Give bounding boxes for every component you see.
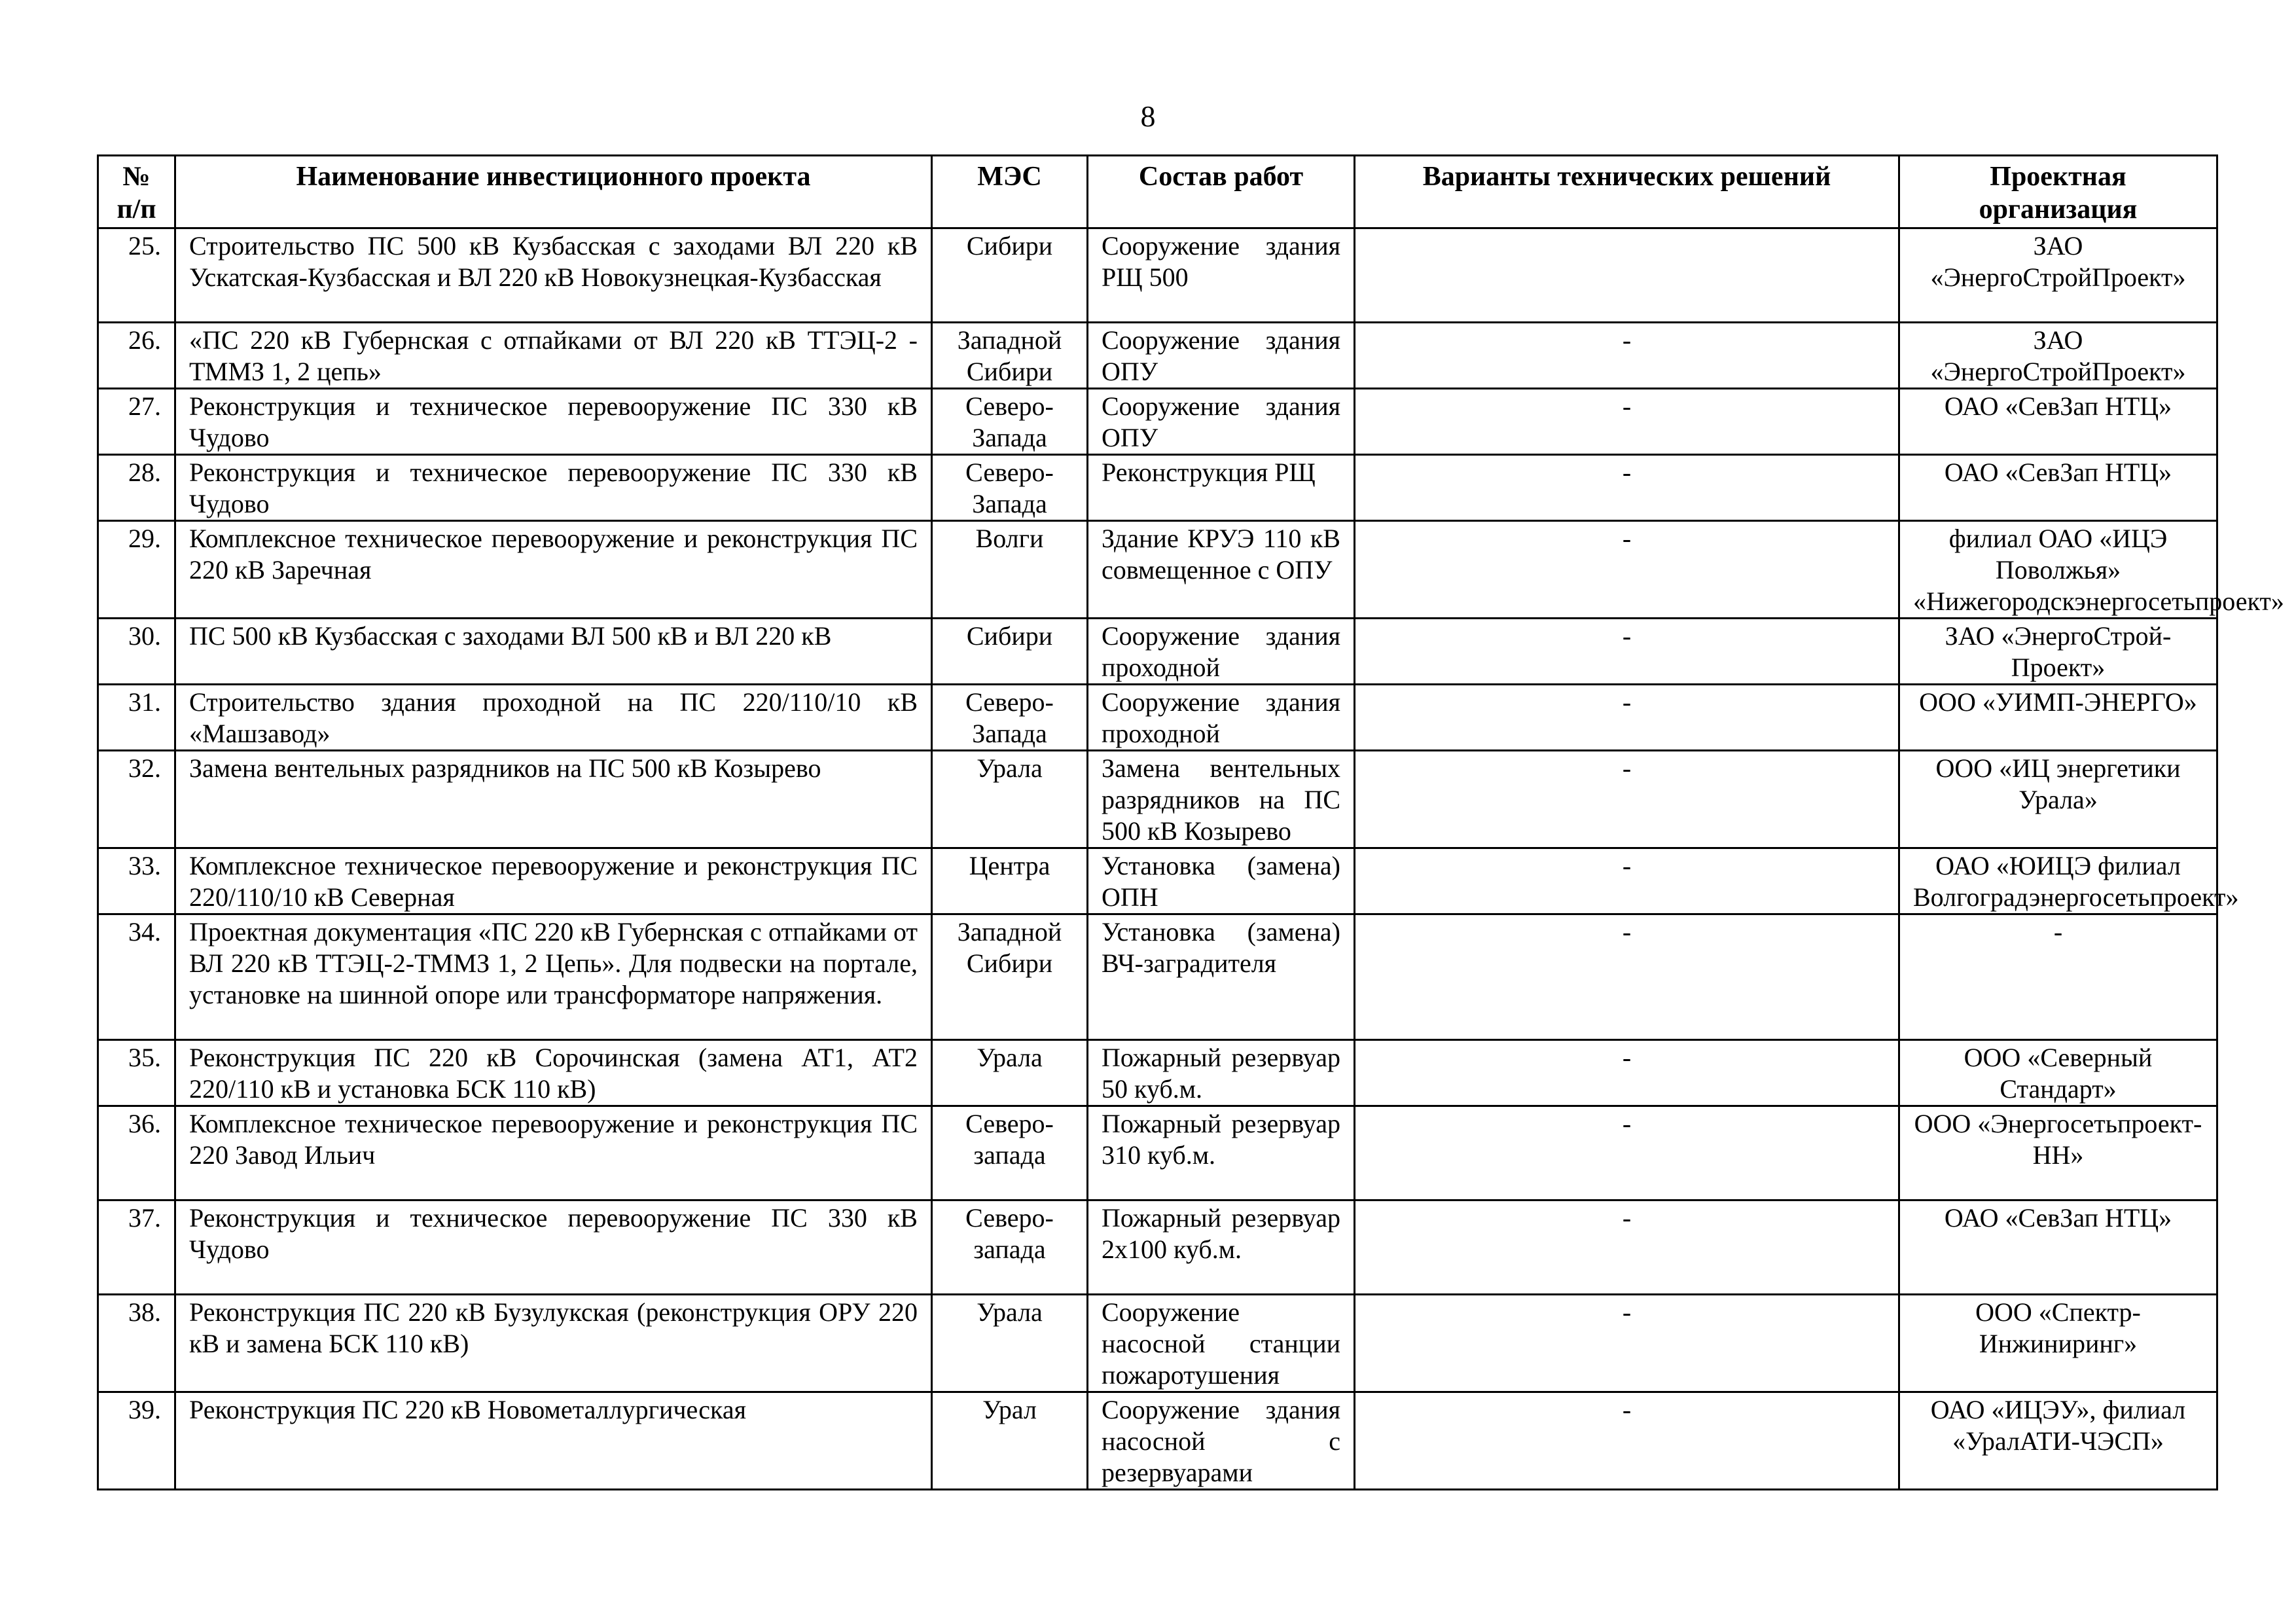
cell-num: 26.: [98, 323, 175, 389]
cell-design-organization: ООО «Спектр-Инжиниринг»: [1899, 1295, 2217, 1392]
cell-mes: Северо-Запада: [932, 389, 1088, 455]
cell-num: 27.: [98, 389, 175, 455]
cell-technical-variants: -: [1355, 323, 1899, 389]
cell-technical-variants: -: [1355, 1295, 1899, 1392]
cell-mes: Северо-Запада: [932, 685, 1088, 751]
cell-design-organization: ООО «УИМП-ЭНЕРГО»: [1899, 685, 2217, 751]
cell-design-organization: ООО «Северный Стандарт»: [1899, 1040, 2217, 1106]
cell-design-organization: ЗАО «ЭнергоСтройПроект»: [1899, 228, 2217, 323]
cell-technical-variants: -: [1355, 685, 1899, 751]
cell-mes: Центра: [932, 848, 1088, 914]
cell-technical-variants: -: [1355, 1106, 1899, 1200]
table-row: [98, 914, 2217, 1040]
cell-project-name: Реконструкция и техническое перевооружение ПС 330 кВ Чудово: [175, 1200, 932, 1295]
cell-works: Установка (замена) ОПН: [1088, 848, 1355, 914]
cell-design-organization: ОАО «СевЗап НТЦ»: [1899, 1200, 2217, 1295]
cell-mes: Северо-Запада: [932, 455, 1088, 521]
cell-num: 39.: [98, 1392, 175, 1490]
cell-project-name: Замена вентельных разрядников на ПС 500 кВ Козырево: [175, 751, 932, 848]
table-row: [98, 389, 2217, 455]
table-row: [98, 323, 2217, 389]
cell-project-name: Реконструкция ПС 220 кВ Новометаллургическая: [175, 1392, 932, 1490]
table-row: [98, 521, 2217, 619]
table-row: [98, 685, 2217, 751]
header-project-name: Наименование инвестиционного проекта: [175, 156, 932, 228]
cell-mes: Сибири: [932, 228, 1088, 323]
cell-technical-variants: -: [1355, 1040, 1899, 1106]
cell-mes: Западной Сибири: [932, 323, 1088, 389]
cell-works: Пожарный резервуар 2х100 куб.м.: [1088, 1200, 1355, 1295]
cell-project-name: Комплексное техническое перевооружение и реконструкция ПС 220/110/10 кВ Северная: [175, 848, 932, 914]
table-row: [98, 1200, 2217, 1295]
table-row: [98, 1040, 2217, 1106]
cell-works: Сооружение здания РЩ 500: [1088, 228, 1355, 323]
table-row: [98, 751, 2217, 848]
cell-num: 37.: [98, 1200, 175, 1295]
table-row: [98, 1295, 2217, 1392]
cell-technical-variants: -: [1355, 751, 1899, 848]
cell-mes: Урала: [932, 1295, 1088, 1392]
cell-design-organization: ОАО «ИЦЭУ», филиал «УралАТИ-ЧЭСП»: [1899, 1392, 2217, 1490]
header-mes: МЭС: [932, 156, 1088, 228]
table-row: [98, 848, 2217, 914]
cell-works: Установка (замена) ВЧ-заградителя: [1088, 914, 1355, 1040]
cell-num: 36.: [98, 1106, 175, 1200]
table-row: [98, 1106, 2217, 1200]
cell-num: 30.: [98, 619, 175, 685]
cell-mes: Северо-запада: [932, 1106, 1088, 1200]
cell-mes: Сибири: [932, 619, 1088, 685]
cell-project-name: «ПС 220 кВ Губернская с отпайками от ВЛ 220 кВ ТТЭЦ-2 - ТММЗ 1, 2 цепь»: [175, 323, 932, 389]
cell-project-name: Комплексное техническое перевооружение и реконструкция ПС 220 Завод Ильич: [175, 1106, 932, 1200]
cell-works: Сооружение здания ОПУ: [1088, 323, 1355, 389]
cell-num: 32.: [98, 751, 175, 848]
cell-design-organization: филиал ОАО «ИЦЭ Поволжья» «Нижегородскэнергосетьпроект»: [1899, 521, 2217, 619]
cell-num: 34.: [98, 914, 175, 1040]
cell-works: Сооружение здания проходной: [1088, 685, 1355, 751]
cell-technical-variants: -: [1355, 1392, 1899, 1490]
table-row: [98, 228, 2217, 323]
cell-technical-variants: -: [1355, 521, 1899, 619]
header-works: Состав работ: [1088, 156, 1355, 228]
cell-technical-variants: -: [1355, 1200, 1899, 1295]
cell-design-organization: ОАО «ЮИЦЭ филиал Волгоградэнергосетьпроект»: [1899, 848, 2217, 914]
header-technical-variants: Варианты технических решений: [1355, 156, 1899, 228]
cell-technical-variants: -: [1355, 848, 1899, 914]
table-row: [98, 1392, 2217, 1490]
cell-num: 28.: [98, 455, 175, 521]
cell-num: 25.: [98, 228, 175, 323]
cell-mes: Урала: [932, 1040, 1088, 1106]
cell-design-organization: ЗАО «ЭнергоСтройПроект»: [1899, 323, 2217, 389]
cell-mes: Волги: [932, 521, 1088, 619]
cell-project-name: Реконструкция ПС 220 кВ Бузулукская (реконструкция ОРУ 220 кВ и замена БСК 110 кВ): [175, 1295, 932, 1392]
cell-num: 33.: [98, 848, 175, 914]
cell-num: 31.: [98, 685, 175, 751]
cell-project-name: ПС 500 кВ Кузбасская с заходами ВЛ 500 кВ и ВЛ 220 кВ: [175, 619, 932, 685]
cell-works: Замена вентельных разрядников на ПС 500 кВ Козырево: [1088, 751, 1355, 848]
cell-num: 29.: [98, 521, 175, 619]
cell-project-name: Реконструкция и техническое перевооружение ПС 330 кВ Чудово: [175, 455, 932, 521]
table-row: [98, 455, 2217, 521]
cell-mes: Северо-запада: [932, 1200, 1088, 1295]
cell-technical-variants: -: [1355, 389, 1899, 455]
cell-works: Сооружение здания ОПУ: [1088, 389, 1355, 455]
header-design-organization: Проектная организация: [1899, 156, 2217, 228]
header-num: № п/п: [98, 156, 175, 228]
cell-project-name: Реконструкция и техническое перевооружение ПС 330 кВ Чудово: [175, 389, 932, 455]
cell-works: Сооружение насосной станции пожаротушения: [1088, 1295, 1355, 1392]
cell-design-organization: ООО «Энергосетьпроект-НН»: [1899, 1106, 2217, 1200]
cell-design-organization: -: [1899, 914, 2217, 1040]
cell-num: 38.: [98, 1295, 175, 1392]
cell-technical-variants: [1355, 228, 1899, 323]
cell-works: Сооружение здания проходной: [1088, 619, 1355, 685]
cell-project-name: Проектная документация «ПС 220 кВ Губернская с отпайками от ВЛ 220 кВ ТТЭЦ-2-ТММЗ 1, 2 Цепь». Для подвески на портале, установке на шинной опоре или трансформаторе напряжения.: [175, 914, 932, 1040]
cell-works: Сооружение здания насосной с резервуарами: [1088, 1392, 1355, 1490]
cell-design-organization: ОАО «СевЗап НТЦ»: [1899, 389, 2217, 455]
cell-technical-variants: -: [1355, 914, 1899, 1040]
cell-project-name: Комплексное техническое перевооружение и реконструкция ПС 220 кВ Заречная: [175, 521, 932, 619]
cell-design-organization: ООО «ИЦ энергетики Урала»: [1899, 751, 2217, 848]
table-row: [98, 619, 2217, 685]
cell-works: Реконструкция РЩ: [1088, 455, 1355, 521]
cell-mes: Западной Сибири: [932, 914, 1088, 1040]
investment-projects-table: [97, 154, 2284, 1490]
cell-technical-variants: -: [1355, 619, 1899, 685]
cell-design-organization: ОАО «СевЗап НТЦ»: [1899, 455, 2217, 521]
cell-num: 35.: [98, 1040, 175, 1106]
cell-works: Здание КРУЭ 110 кВ совмещенное с ОПУ: [1088, 521, 1355, 619]
cell-technical-variants: -: [1355, 455, 1899, 521]
table-header-row: [98, 156, 2217, 228]
page-number: 8: [1140, 99, 1156, 133]
cell-mes: Урала: [932, 751, 1088, 848]
cell-project-name: Строительство здания проходной на ПС 220/110/10 кВ «Машзавод»: [175, 685, 932, 751]
cell-project-name: Строительство ПС 500 кВ Кузбасская с заходами ВЛ 220 кВ Ускатская-Кузбасская и ВЛ 220 кВ Новокузнецкая-Кузбасская: [175, 228, 932, 323]
cell-design-organization: ЗАО «ЭнергоСтрой-Проект»: [1899, 619, 2217, 685]
cell-project-name: Реконструкция ПС 220 кВ Сорочинская (замена АТ1, АТ2 220/110 кВ и установка БСК 110 кВ): [175, 1040, 932, 1106]
cell-works: Пожарный резервуар 310 куб.м.: [1088, 1106, 1355, 1200]
cell-mes: Урал: [932, 1392, 1088, 1490]
cell-works: Пожарный резервуар 50 куб.м.: [1088, 1040, 1355, 1106]
